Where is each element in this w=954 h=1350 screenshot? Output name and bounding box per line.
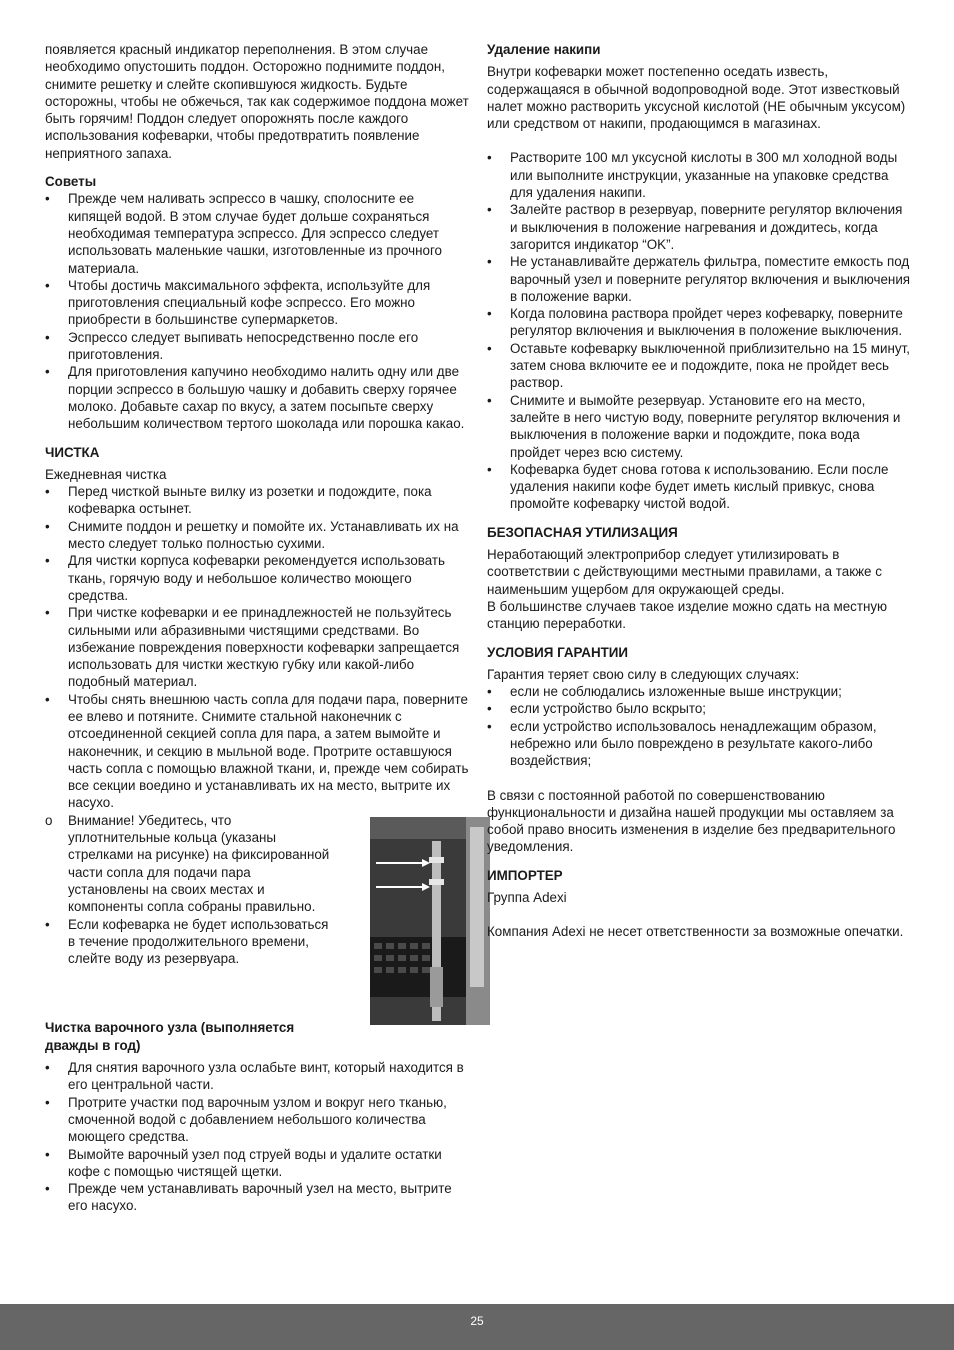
list-item: • Если кофеварка не будет использоваться в течение продолжительного времени, слейте воду из резервуара. — [45, 916, 329, 967]
list-item: • Для чистки корпуса кофеварки рекомендуется использовать ткань, горячую воду и небольшое количество моющего средства. — [45, 553, 446, 603]
list-item: • Чтобы достичь максимального эффекта, используйте для приготовления специальный кофе эспрессо. Его можно приобрести в большинстве супермаркетов. — [45, 277, 431, 328]
disposal-text: Неработающий электроприбор следует утилизировать в соответствии с действующими местными правилами, а также с наименьшим ущербом для окружающей среды. — [487, 547, 882, 597]
list-item: • Снимите поддон и решетку и помойте их. Устанавливать их на место следует только полностью сухими. — [45, 518, 459, 552]
list-item: • Перед чисткой выньте вилку из розетки и подождите, пока кофеварка остынет. — [45, 484, 432, 517]
list-item: • Не устанавливайте держатель фильтра, поместите емкость под варочный узел и поверните регулятор включения и выключения в положение варки. — [487, 254, 911, 304]
list-item: • Протрите участки под варочным узлом и вокруг него тканью, смоченной водой с добавлением небольшого количества моющего средства. — [45, 1094, 447, 1145]
cleaning-heading: ЧИСТКА — [45, 444, 100, 460]
list-item: • Вымойте варочный узел под струей воды и удалите остатки кофе с помощью чистящей щетки. — [45, 1146, 442, 1179]
brew-unit-list — [45, 1059, 470, 1215]
steam-nozzle-block — [45, 812, 470, 968]
right-column — [487, 41, 912, 941]
list-item: • Прежде чем устанавливать варочный узел на место, вытрите его насухо. — [45, 1181, 452, 1214]
intro-paragraph: появляется красный индикатор переполнения. В этом случае необходимо опустошить поддон. Осторожно поднимите поддон, снимите решетку и слейте скопившуюся жидкость. Будьте осторожны, чтобы не обжечься, так как содержимое поддона может быть горячим! Поддон следует опорожнять после каждого использования кофеварки, чтобы предотвратить появление неприятного запаха. — [45, 42, 469, 161]
daily-cleaning-label: Ежедневная чистка — [45, 466, 167, 482]
descale-heading: Удаление накипи — [487, 42, 601, 57]
disposal-heading: БЕЗОПАСНАЯ УТИЛИЗАЦИЯ — [487, 524, 678, 540]
warranty-heading: УСЛОВИЯ ГАРАНТИИ — [487, 644, 629, 660]
list-item: • Снимите и вымойте резервуар. Установите его на место, залейте в него чистую воду, поверните регулятор включения и выключения в положение варки и подождите, пока вода пройдет через всю систему. — [487, 392, 901, 460]
note-item: o Внимание! Убедитесь, что уплотнительные кольца (указаны стрелками на рисунке) на фиксированной части сопла для подачи пара установлены на своих местах и компоненты сопла собраны правильно. — [45, 812, 330, 915]
brew-unit-heading: Чистка варочного узла (выполняется дважды в год) — [45, 1020, 295, 1053]
improvement-notice: В связи с постоянной работой по совершенствованию функциональности и дизайна нашей продукции мы оставляем за собой право вносить изменения в изделие без предварительного уведомления. — [487, 787, 896, 855]
cleaning-list — [45, 483, 470, 812]
descale-list — [487, 149, 912, 512]
importer-heading: ИМПОРТЕР — [487, 867, 563, 883]
left-column — [45, 41, 470, 1215]
steam-nozzle-photo — [370, 817, 490, 1025]
misprint-disclaimer: Компания Adexi не несет ответственности за возможные опечатки. — [487, 924, 904, 940]
list-item: • Оставьте кофеварку выключенной приблизительно на 15 минут, затем снова включите ее и подождите, пока не пройдет весь раствор. — [487, 340, 910, 391]
warranty-list — [487, 683, 912, 769]
disposal-text-2: В большинстве случаев такое изделие можно сдать на местную станцию переработки. — [487, 598, 888, 632]
list-item: • Залейте раствор в резервуар, поверните регулятор включения и выключения в положение нагревания и дождитесь, когда загорится индикатор “OK”. — [487, 202, 903, 252]
page-number: 25 — [470, 1314, 484, 1328]
list-item: • Для приготовления капучино необходимо налить одну или две порции эспрессо в большую чашку и добавить сверху горячее молоко. Добавьте сахар по вкусу, а затем посыпьте сверху небольшим количеством тертого шоколада или порошка какао. — [45, 364, 465, 432]
list-item: • Растворите 100 мл уксусной кислоты в 300 мл холодной воды или выполните инструкции, указанные на упаковке средства для удаления накипи. — [487, 150, 898, 201]
importer-name: Группа Adexi — [487, 890, 567, 906]
warranty-intro: Гарантия теряет свою силу в следующих случаях: — [487, 666, 800, 682]
list-item: • Кофеварка будет снова готова к использованию. Если после удаления накипи кофе будет иметь кислый привкус, снова промойте кофеварку чистой водой. — [487, 461, 889, 512]
list-item: • если устройство использовалось ненадлежащим образом, небрежно или было повреждено в результате какого-либо воздействия; — [487, 718, 877, 769]
page-footer — [0, 1304, 954, 1350]
list-item: • Когда половина раствора пройдет через кофеварку, поверните регулятор включения и выключения в положение выключения. — [487, 306, 903, 339]
list-item: • Прежде чем наливать эспрессо в чашку, сполосните ее кипящей водой. В этом случае будет дольше сохраняться необходимая температура эспрессо. Для эспрессо следует использовать маленькие чашки, изготовленные из прочного материала. — [45, 191, 442, 276]
tips-heading: Советы — [45, 174, 97, 190]
descale-intro: Внутри кофеварки может постепенно оседать известь, содержащаяся в обычной водопроводной воде. Этот известковый налет можно растворить уксусной кислотой (НЕ обычным уксусом) или средством от накипи, продающимся в магазинах. — [487, 64, 906, 132]
tips-list — [45, 190, 470, 432]
list-item: • если не соблюдались изложенные выше инструкции; — [487, 684, 842, 700]
list-item: • Для снятия варочного узла ослабьте винт, который находится в его центральной части. — [45, 1060, 464, 1093]
list-item: • Чтобы снять внешнюю часть сопла для подачи пара, поверните ее влево и потяните. Снимите стальной наконечник с отсоединенной секцией сопла для пара, а затем вымойте и наконечник, и секцию в мыльной воде. Протрите оставшуюся часть сопла с помощью влажной ткани, и, прежде чем собирать все секции воедино и устанавливать их на место, вытрите их насухо. — [45, 691, 469, 811]
list-item: • если устройство было вскрыто; — [487, 701, 707, 717]
list-item: • При чистке кофеварки и ее принадлежностей не пользуйтесь сильными или абразивными чистящими средствами. Во избежание повреждения поверхности кофеварки запрещается использовать для чистки жесткую губку или какой-либо подобный материал. — [45, 605, 460, 690]
list-item: • Эспрессо следует выпивать непосредственно после его приготовления. — [45, 329, 419, 363]
